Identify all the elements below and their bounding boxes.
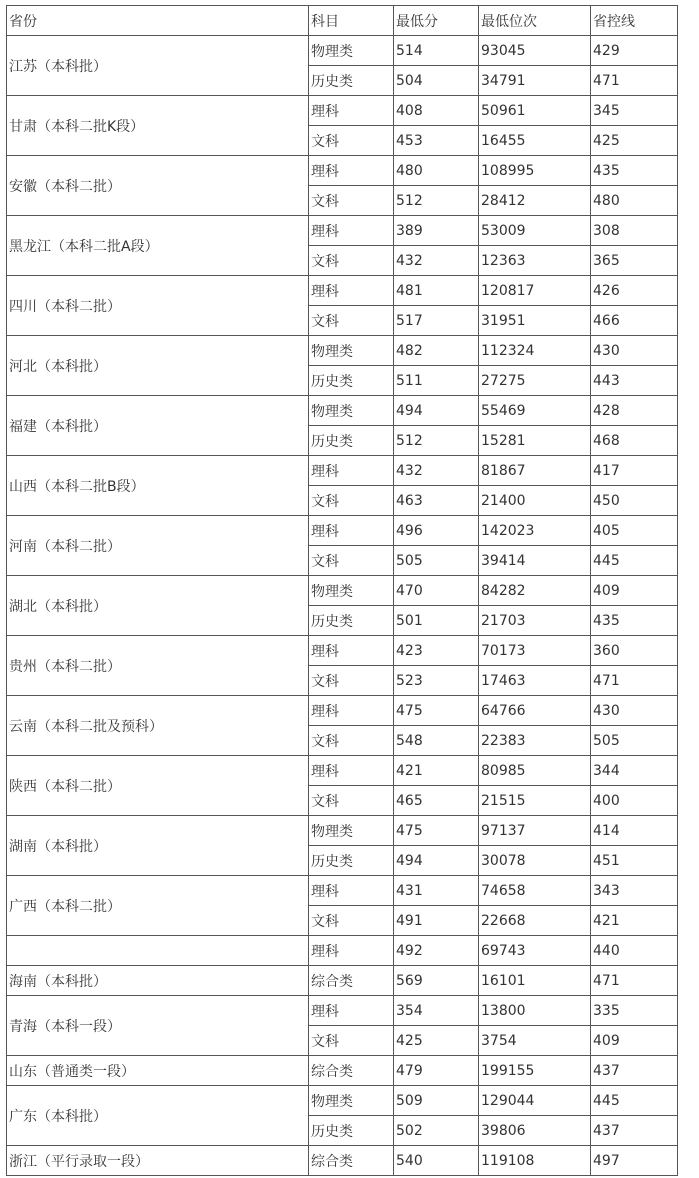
control-line-cell: 451 — [591, 846, 678, 876]
header-min-score: 最低分 — [394, 6, 479, 36]
control-line-cell: 365 — [591, 246, 678, 276]
min-rank-cell: 74658 — [479, 876, 591, 906]
subject-cell: 历史类 — [309, 66, 394, 96]
min-score-cell: 453 — [394, 126, 479, 156]
table-row — [7, 816, 678, 846]
min-score-cell: 408 — [394, 96, 479, 126]
control-line-cell: 430 — [591, 696, 678, 726]
min-score-cell: 509 — [394, 1086, 479, 1116]
control-line-cell: 497 — [591, 1146, 678, 1176]
min-score-cell: 512 — [394, 186, 479, 216]
min-rank-cell: 15281 — [479, 426, 591, 456]
table-row — [7, 516, 678, 546]
control-line-cell: 445 — [591, 546, 678, 576]
control-line-cell: 343 — [591, 876, 678, 906]
province-cell: 安徽（本科二批） — [7, 156, 309, 216]
min-rank-cell: 84282 — [479, 576, 591, 606]
province-cell: 山东（普通类一段） — [7, 1056, 309, 1086]
header-subject: 科目 — [309, 6, 394, 36]
subject-cell: 历史类 — [309, 606, 394, 636]
subject-cell: 历史类 — [309, 1116, 394, 1146]
province-cell: 河北（本科批） — [7, 336, 309, 396]
min-rank-cell: 22668 — [479, 906, 591, 936]
control-line-cell: 435 — [591, 606, 678, 636]
min-score-cell: 505 — [394, 546, 479, 576]
subject-cell: 理科 — [309, 696, 394, 726]
min-score-cell: 492 — [394, 936, 479, 966]
min-rank-cell: 70173 — [479, 636, 591, 666]
min-score-cell: 463 — [394, 486, 479, 516]
subject-cell: 理科 — [309, 516, 394, 546]
min-rank-cell: 53009 — [479, 216, 591, 246]
min-score-cell: 475 — [394, 816, 479, 846]
min-rank-cell: 13800 — [479, 996, 591, 1026]
table-row — [7, 156, 678, 186]
control-line-cell: 414 — [591, 816, 678, 846]
subject-cell: 综合类 — [309, 966, 394, 996]
min-rank-cell: 22383 — [479, 726, 591, 756]
min-rank-cell: 39414 — [479, 546, 591, 576]
control-line-cell: 435 — [591, 156, 678, 186]
min-score-cell: 496 — [394, 516, 479, 546]
control-line-cell: 468 — [591, 426, 678, 456]
min-rank-cell: 108995 — [479, 156, 591, 186]
header-province: 省份 — [7, 6, 309, 36]
control-line-cell: 308 — [591, 216, 678, 246]
min-rank-cell: 3754 — [479, 1026, 591, 1056]
table-row — [7, 936, 678, 966]
province-cell: 广西（本科二批） — [7, 876, 309, 936]
control-line-cell: 405 — [591, 516, 678, 546]
min-rank-cell: 129044 — [479, 1086, 591, 1116]
province-cell: 湖北（本科批） — [7, 576, 309, 636]
control-line-cell: 428 — [591, 396, 678, 426]
subject-cell: 物理类 — [309, 576, 394, 606]
subject-cell: 综合类 — [309, 1146, 394, 1176]
table-row — [7, 1086, 678, 1116]
min-score-cell: 421 — [394, 756, 479, 786]
table-row — [7, 876, 678, 906]
subject-cell: 物理类 — [309, 1086, 394, 1116]
min-score-cell: 502 — [394, 1116, 479, 1146]
min-score-cell: 425 — [394, 1026, 479, 1056]
subject-cell: 历史类 — [309, 366, 394, 396]
table-row — [7, 576, 678, 606]
control-line-cell: 425 — [591, 126, 678, 156]
subject-cell: 文科 — [309, 786, 394, 816]
min-score-cell: 491 — [394, 906, 479, 936]
min-score-cell: 465 — [394, 786, 479, 816]
subject-cell: 文科 — [309, 306, 394, 336]
table-row — [7, 696, 678, 726]
min-rank-cell: 97137 — [479, 816, 591, 846]
min-score-cell: 540 — [394, 1146, 479, 1176]
control-line-cell: 429 — [591, 36, 678, 66]
table-row — [7, 336, 678, 366]
control-line-cell: 445 — [591, 1086, 678, 1116]
subject-cell: 理科 — [309, 216, 394, 246]
province-cell: 甘肃（本科二批K段） — [7, 96, 309, 156]
min-rank-cell: 93045 — [479, 36, 591, 66]
min-score-cell: 523 — [394, 666, 479, 696]
min-score-cell: 482 — [394, 336, 479, 366]
min-score-cell: 514 — [394, 36, 479, 66]
control-line-cell: 335 — [591, 996, 678, 1026]
control-line-cell: 450 — [591, 486, 678, 516]
control-line-cell: 443 — [591, 366, 678, 396]
control-line-cell: 466 — [591, 306, 678, 336]
min-score-cell: 432 — [394, 246, 479, 276]
min-score-cell: 511 — [394, 366, 479, 396]
province-cell: 青海（本科一段） — [7, 996, 309, 1056]
table-row — [7, 96, 678, 126]
min-score-cell: 548 — [394, 726, 479, 756]
control-line-cell: 421 — [591, 906, 678, 936]
control-line-cell: 409 — [591, 576, 678, 606]
province-cell — [7, 936, 309, 966]
min-rank-cell: 12363 — [479, 246, 591, 276]
min-score-cell: 475 — [394, 696, 479, 726]
table-row — [7, 966, 678, 996]
min-rank-cell: 50961 — [479, 96, 591, 126]
subject-cell: 历史类 — [309, 426, 394, 456]
min-score-cell: 354 — [394, 996, 479, 1026]
subject-cell: 文科 — [309, 666, 394, 696]
province-cell: 贵州（本科二批） — [7, 636, 309, 696]
min-score-cell: 481 — [394, 276, 479, 306]
control-line-cell: 360 — [591, 636, 678, 666]
min-score-cell: 504 — [394, 66, 479, 96]
min-rank-cell: 80985 — [479, 756, 591, 786]
min-rank-cell: 17463 — [479, 666, 591, 696]
min-rank-cell: 16101 — [479, 966, 591, 996]
subject-cell: 理科 — [309, 936, 394, 966]
control-line-cell: 471 — [591, 666, 678, 696]
subject-cell: 理科 — [309, 456, 394, 486]
control-line-cell: 426 — [591, 276, 678, 306]
control-line-cell: 440 — [591, 936, 678, 966]
min-rank-cell: 31951 — [479, 306, 591, 336]
table-row — [7, 396, 678, 426]
subject-cell: 文科 — [309, 1026, 394, 1056]
min-rank-cell: 55469 — [479, 396, 591, 426]
min-rank-cell: 34791 — [479, 66, 591, 96]
table-row — [7, 1056, 678, 1086]
min-score-cell: 423 — [394, 636, 479, 666]
min-score-cell: 494 — [394, 396, 479, 426]
min-score-cell: 431 — [394, 876, 479, 906]
subject-cell: 文科 — [309, 186, 394, 216]
control-line-cell: 345 — [591, 96, 678, 126]
subject-cell: 理科 — [309, 156, 394, 186]
province-cell: 福建（本科批） — [7, 396, 309, 456]
subject-cell: 理科 — [309, 996, 394, 1026]
province-cell: 山西（本科二批B段） — [7, 456, 309, 516]
min-rank-cell: 27275 — [479, 366, 591, 396]
subject-cell: 文科 — [309, 246, 394, 276]
subject-cell: 理科 — [309, 876, 394, 906]
province-cell: 河南（本科二批） — [7, 516, 309, 576]
min-score-cell: 501 — [394, 606, 479, 636]
min-score-cell: 470 — [394, 576, 479, 606]
min-rank-cell: 142023 — [479, 516, 591, 546]
control-line-cell: 430 — [591, 336, 678, 366]
table-row — [7, 216, 678, 246]
table-row — [7, 36, 678, 66]
min-score-cell: 389 — [394, 216, 479, 246]
min-rank-cell: 21703 — [479, 606, 591, 636]
control-line-cell: 505 — [591, 726, 678, 756]
subject-cell: 理科 — [309, 276, 394, 306]
table-body — [7, 6, 678, 1176]
table-row — [7, 996, 678, 1026]
subject-cell: 理科 — [309, 756, 394, 786]
subject-cell: 物理类 — [309, 36, 394, 66]
subject-cell: 文科 — [309, 486, 394, 516]
control-line-cell: 471 — [591, 966, 678, 996]
subject-cell: 文科 — [309, 726, 394, 756]
control-line-cell: 344 — [591, 756, 678, 786]
min-rank-cell: 120817 — [479, 276, 591, 306]
min-rank-cell: 112324 — [479, 336, 591, 366]
min-rank-cell: 119108 — [479, 1146, 591, 1176]
control-line-cell: 437 — [591, 1116, 678, 1146]
min-score-cell: 512 — [394, 426, 479, 456]
table-row — [7, 636, 678, 666]
min-score-cell: 569 — [394, 966, 479, 996]
subject-cell: 理科 — [309, 636, 394, 666]
min-rank-cell: 64766 — [479, 696, 591, 726]
subject-cell: 文科 — [309, 906, 394, 936]
province-cell: 江苏（本科批） — [7, 36, 309, 96]
header-control-line: 省控线 — [591, 6, 678, 36]
province-cell: 黑龙江（本科二批A段） — [7, 216, 309, 276]
min-score-cell: 479 — [394, 1056, 479, 1086]
min-score-cell: 480 — [394, 156, 479, 186]
header-row — [7, 6, 678, 36]
table-row — [7, 1146, 678, 1176]
min-rank-cell: 30078 — [479, 846, 591, 876]
subject-cell: 文科 — [309, 546, 394, 576]
min-rank-cell: 28412 — [479, 186, 591, 216]
control-line-cell: 437 — [591, 1056, 678, 1086]
min-rank-cell: 21400 — [479, 486, 591, 516]
min-rank-cell: 81867 — [479, 456, 591, 486]
table-row — [7, 456, 678, 486]
province-cell: 浙江（平行录取一段） — [7, 1146, 309, 1176]
subject-cell: 综合类 — [309, 1056, 394, 1086]
min-score-cell: 432 — [394, 456, 479, 486]
control-line-cell: 471 — [591, 66, 678, 96]
province-cell: 云南（本科二批及预科） — [7, 696, 309, 756]
subject-cell: 物理类 — [309, 336, 394, 366]
subject-cell: 历史类 — [309, 846, 394, 876]
min-rank-cell: 39806 — [479, 1116, 591, 1146]
province-cell: 四川（本科二批） — [7, 276, 309, 336]
min-score-cell: 494 — [394, 846, 479, 876]
min-rank-cell: 16455 — [479, 126, 591, 156]
control-line-cell: 409 — [591, 1026, 678, 1056]
min-rank-cell: 199155 — [479, 1056, 591, 1086]
subject-cell: 文科 — [309, 126, 394, 156]
table-row — [7, 276, 678, 306]
province-cell: 湖南（本科批） — [7, 816, 309, 876]
province-cell: 海南（本科批） — [7, 966, 309, 996]
province-cell: 广东（本科批） — [7, 1086, 309, 1146]
admission-score-table — [6, 5, 678, 1176]
control-line-cell: 480 — [591, 186, 678, 216]
control-line-cell: 417 — [591, 456, 678, 486]
min-rank-cell: 69743 — [479, 936, 591, 966]
subject-cell: 物理类 — [309, 816, 394, 846]
subject-cell: 理科 — [309, 96, 394, 126]
subject-cell: 物理类 — [309, 396, 394, 426]
province-cell: 陕西（本科二批） — [7, 756, 309, 816]
header-min-rank: 最低位次 — [479, 6, 591, 36]
control-line-cell: 400 — [591, 786, 678, 816]
table-row — [7, 756, 678, 786]
min-score-cell: 517 — [394, 306, 479, 336]
min-rank-cell: 21515 — [479, 786, 591, 816]
